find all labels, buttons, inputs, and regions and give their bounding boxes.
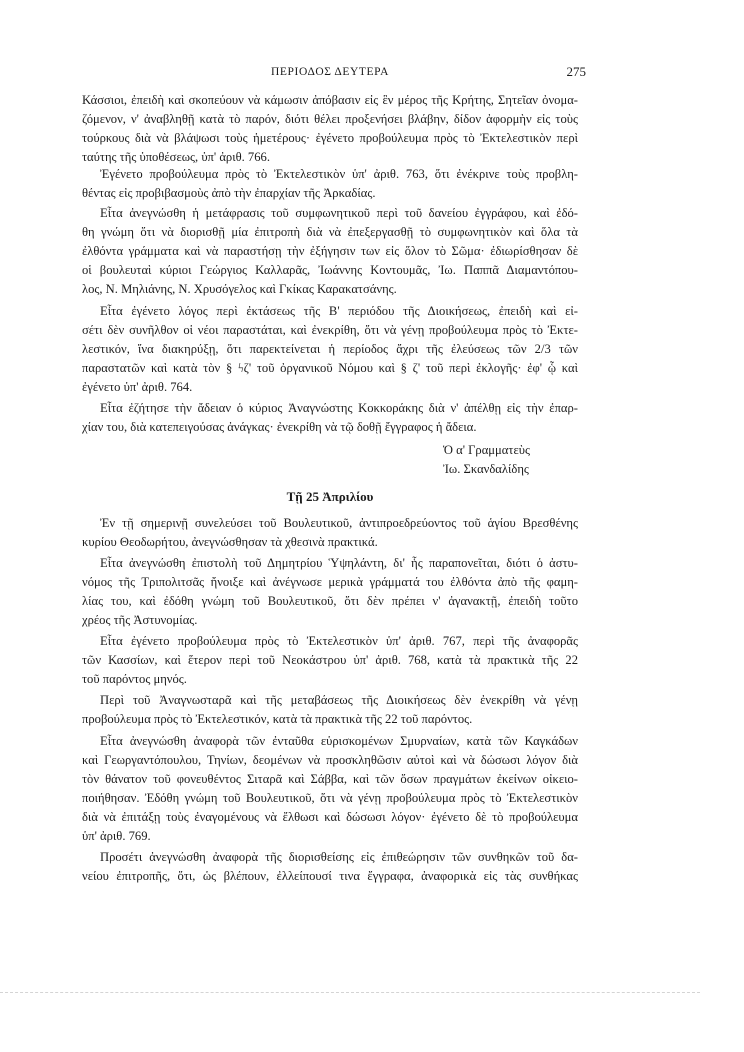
text-line: Εἶτα ἐγένετο λόγος περὶ ἐκτάσεως τῆς Β' περιόδου τῆς Διοικήσεως, ἐπειδὴ καὶ εἰ- xyxy=(100,304,578,318)
text-line: παραστατῶν καὶ κατὰ τὸν § ϟζ' τοῦ ὀργανικοῦ Νόμου καὶ § ζ' τοῦ περὶ ἐκλογῆς· ἐφ' ᾧ καὶ xyxy=(82,361,578,375)
text-line: οἱ βουλευταὶ κύριοι Γεώργιος Καλλαρᾶς, Ἰωάννης Κοντουμᾶς, Ἰω. Παππᾶ Διαμαντόπου- xyxy=(82,263,578,277)
text-line: νόμος τῆς Τριπολιτσᾶς ἤνοιξε καὶ ἀνέγνωσε μερικὰ γράμματά του ἐλθόντα ἀπὸ τῆς φαμη- xyxy=(82,575,578,589)
text-line: Ἐν τῇ σημερινῇ συνελεύσει τοῦ Βουλευτικοῦ, ἀντιπροεδρεύοντος τοῦ ἁγίου Βρεσθένης xyxy=(100,516,578,530)
paragraph xyxy=(82,165,578,203)
text-line: λος, Ν. Μηλιάνης, Ν. Χρυσόγελος καὶ Γκίκας Καρακατσάνης. xyxy=(82,282,397,296)
running-title: ΠΕΡΙΟΔΟΣ ΔΕΥΤΕΡΑ xyxy=(270,66,390,78)
text-line: Προσέτι ἀνεγνώσθη ἀναφορὰ τῆς διορισθείσης εἰς ἐπιθεώρησιν τῶν συνθηκῶν τοῦ δα- xyxy=(100,850,578,864)
text-line: νείου ἐπιτροπῆς, ὅτι, ὡς βλέπουν, ἐλλείπουσί τινα ἔγγραφα, ἀναφορικὰ εἰς τὰς συνθήκας xyxy=(82,869,578,883)
text-line: Εἶτα ἐγένετο προβούλευμα πρὸς τὸ Ἐκτελεστικὸν ὑπ' ἀριθ. 767, περὶ τῆς ἀναφορᾶς xyxy=(100,634,578,648)
text-line: Εἶτα ἀνεγνώσθη ἀναφορὰ τῶν ἐνταῦθα εὑρισκομένων Σμυρναίων, κατὰ τῶν Καγκάδων xyxy=(100,734,578,748)
text-line: χρέος τῆς Ἀστυνομίας. xyxy=(82,613,198,627)
text-line: Εἶτα ἀνεγνώσθη ἡ μετάφρασις τοῦ συμφωνητικοῦ περὶ τοῦ δανείου ἐγγράφου, καὶ ἐδό- xyxy=(100,206,578,220)
text-line: τούρκους διὰ νὰ βλάψωσι τοὺς ἡμετέρους· ἐγένετο προβούλευμα πρὸς τὸ Ἐκτελεστικὸν περὶ xyxy=(82,131,578,145)
text-line: Κάσσιοι, ἐπειδὴ καὶ σκοπεύουν νὰ κάμωσιν ἀπόβασιν εἰς ἓν μέρος τῆς Κρήτης, Σητεῖαν ὀνομα- xyxy=(82,93,578,107)
paragraph xyxy=(82,91,578,167)
text-line: καὶ Γεωργαντόπουλου, Τηνίων, δεομένων νὰ προσκληθῶσιν αὐτοὶ καὶ νὰ δώσωσι λόγον διὰ xyxy=(82,753,578,767)
page-number: 275 xyxy=(566,64,586,79)
text-line: ἐλθόντα γράμματα καὶ νὰ παραστήσῃ τὴν ἐξήγησιν των εἰς ὅλον τὸ Σῶμα· ἐδιωρίσθησαν δὲ xyxy=(82,244,578,258)
text-line: τοῦ παρόντος μηνός. xyxy=(82,672,187,686)
text-line: ὑπ' ἀριθ. 769. xyxy=(82,829,151,843)
paragraph xyxy=(82,732,578,846)
text-line: διὰ νὰ ἐπιτάξῃ τοὺς ἐναγομένους νὰ ἔλθωσι καὶ δώσωσι λόγον· ἐγένετο δὲ τὸ προβούλευμα xyxy=(82,810,578,824)
paragraph xyxy=(82,514,578,552)
text-line: Ἐγένετο προβούλευμα πρὸς τὸ Ἐκτελεστικὸν ὑπ' ἀριθ. 763, ὅτι ἐνέκρινε τοὺς προβλη- xyxy=(100,167,578,181)
text-line: λίας του, καὶ ἐδόθη γνώμη τοῦ Βουλευτικοῦ, ὅτι δὲν πρέπει ν' ἀγανακτῇ, ἐπειδὴ τοῦτο xyxy=(82,594,578,608)
text-line: θη γνώμη ὅτι νὰ διορισθῇ μία ἐπιτροπὴ διὰ νὰ ἐπεξεργασθῇ τὸ συμφωνητικὸν καὶ ὅλα τὰ xyxy=(82,225,578,239)
date-heading: Τῇ 25 Ἀπριλίου xyxy=(286,489,374,504)
text-line: Εἶτα ἀνεγνώσθη ἐπιστολὴ τοῦ Δημητρίου Ὑψηλάντη, δι' ἧς παραπονεῖται, διότι ὁ ἀστυ- xyxy=(100,556,578,570)
signature-name: Ἰω. Σκανδαλίδης xyxy=(443,462,529,476)
text-line: τὸν θάνατον τοῦ φονευθέντος Σιταρᾶ καὶ Σάββα, καὶ τῶν ὅσων πραγμάτων ἐκείνων οἰκειο- xyxy=(82,772,578,786)
scan-edge-artifact xyxy=(0,992,700,993)
text-line: ποιήθησαν. Ἐδόθη γνώμη τοῦ Βουλευτικοῦ, ὅτι νὰ γένῃ προβούλευμα πρὸς τὸ Ἐκτελεστικὸν xyxy=(82,791,578,805)
text-line: ἐγένετο ὑπ' ἀριθ. 764. xyxy=(82,380,193,394)
text-line: Περὶ τοῦ Ἀναγνωσταρᾶ καὶ τῆς μεταβάσεως τῆς Διοικήσεως δὲν ἐνεκρίθη νὰ γένῃ xyxy=(100,693,578,707)
paragraph xyxy=(82,204,578,299)
text-line: Εἶτα ἐζήτησε τὴν ἄδειαν ὁ κύριος Ἀναγνώστης Κοκκοράκης διὰ ν' ἀπέλθῃ εἰς τὴν ἐπαρ- xyxy=(100,401,578,415)
text-line: σέτι δὲν συνῆλθον οἱ νέοι παραστάται, καὶ ἐνεκρίθη, ὅτι νὰ γένῃ προβούλευμα πρὸς τὸ Ἐκτε- xyxy=(82,323,578,337)
signature-role: Ὁ α' Γραμματεὺς xyxy=(443,443,530,457)
text-line: προβούλευμα πρὸς τὸ Ἐκτελεστικόν, κατὰ τὰ πρακτικὰ τῆς 22 τοῦ παρόντος. xyxy=(82,712,473,726)
paragraph xyxy=(82,302,578,397)
text-line: λεστικόν, ἵνα διακηρύξῃ, ὅτι παρεκτείνεται ἡ περίοδος ἄχρι τῆς ἐλεύσεως τῶν 2/3 τῶν xyxy=(82,342,578,356)
secretary-signature xyxy=(443,441,583,479)
paragraph xyxy=(82,554,578,630)
paragraph xyxy=(82,632,578,689)
paragraph xyxy=(82,848,578,886)
text-line: κυρίου Θεοδωρήτου, ἀνεγνώσθησαν τὰ χθεσινὰ πρακτικά. xyxy=(82,535,378,549)
text-line: ζόμενον, ν' ἀναβληθῇ κατὰ τὸ παρόν, διότι θέλει προξενήσει βλάβην, δίδον ἀφορμὴν εἰς τοὺς xyxy=(82,112,578,126)
paragraph xyxy=(82,399,578,437)
text-line: τῶν Κασσίων, καὶ ἕτερον περὶ τοῦ Νεοκάστρου ὑπ' ἀριθ. 768, κατὰ τὰ πρακτικὰ τῆς 22 xyxy=(82,653,578,667)
text-line: ταύτης τῆς ὑποθέσεως, ὑπ' ἀριθ. 766. xyxy=(82,150,270,164)
paragraph xyxy=(82,691,578,729)
text-line: θέντας εἰς προβιβασμοὺς ἀπὸ τὴν ἐπαρχίαν τῆς Ἀρκαδίας. xyxy=(82,186,376,200)
text-line: χίαν του, διὰ κατεπειγούσας ἀνάγκας· ἐνεκρίθη νὰ τῷ δοθῇ ἔγγραφος ἡ ἄδεια. xyxy=(82,420,477,434)
